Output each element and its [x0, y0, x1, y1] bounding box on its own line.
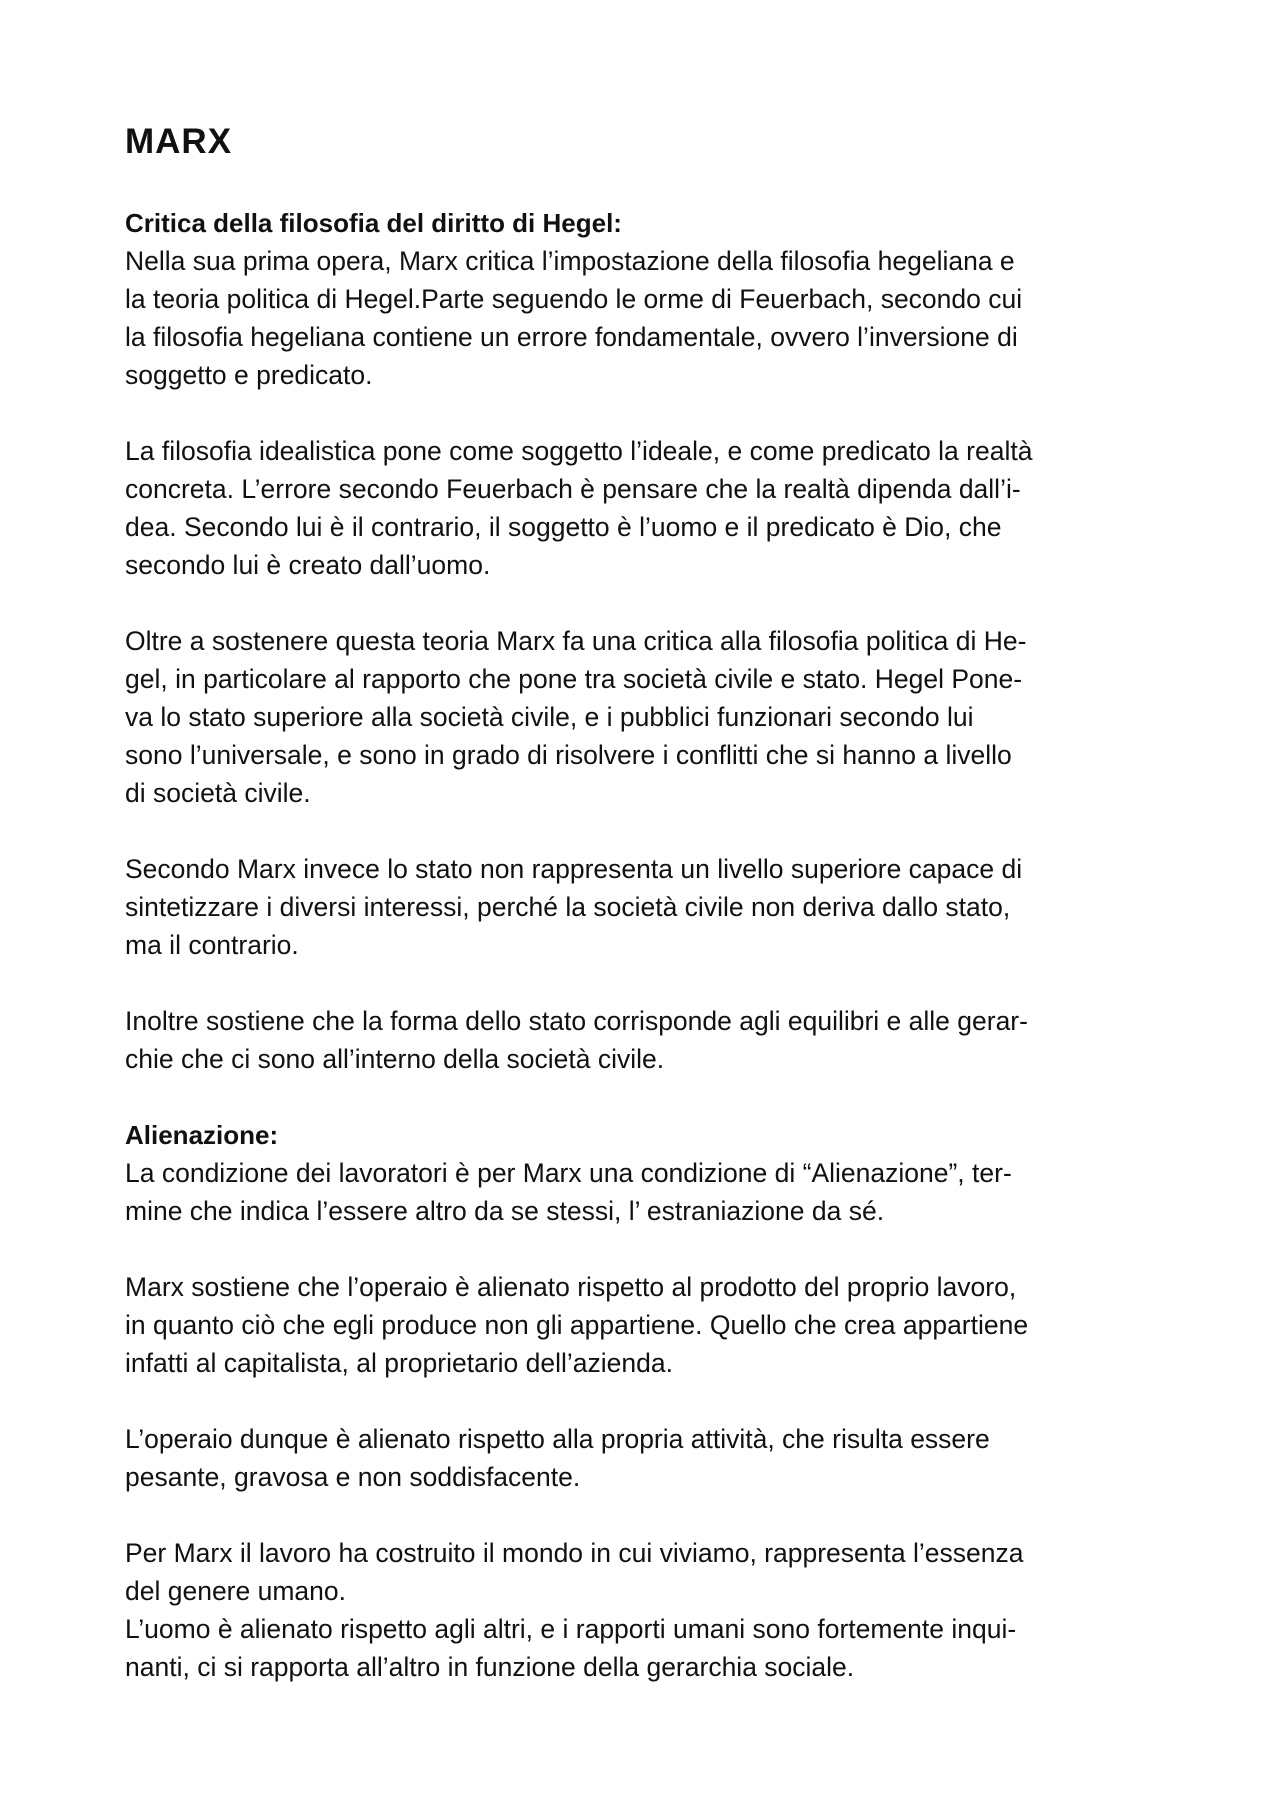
section-critica: [125, 204, 1185, 1078]
text-line: chie che ci sono all’interno della società civile.: [125, 1044, 665, 1074]
text-line: la teoria politica di Hegel.Parte seguendo le orme di Feuerbach, secondo cui: [125, 284, 1023, 314]
text-line: di società civile.: [125, 778, 311, 808]
text-line: concreta. L’errore secondo Feuerbach è pensare che la realtà dipenda dall’i-: [125, 474, 1021, 504]
paragraph: [125, 1420, 1185, 1496]
paragraph: [125, 1534, 1185, 1610]
text-line: gel, in particolare al rapporto che pone tra società civile e stato. Hegel Pone-: [125, 664, 1023, 694]
document-page: [125, 118, 1185, 1724]
text-line: La filosofia idealistica pone come soggetto l’ideale, e come predicato la realtà: [125, 436, 1033, 466]
text-line: Oltre a sostenere questa teoria Marx fa una critica alla filosofia politica di He-: [125, 626, 1027, 656]
text-line: ma il contrario.: [125, 930, 299, 960]
text-line: va lo stato superiore alla società civile, e i pubblici funzionari secondo lui: [125, 702, 974, 732]
paragraph: [125, 1154, 1185, 1230]
text-line: infatti al capitalista, al proprietario dell’azienda.: [125, 1348, 673, 1378]
text-line: dea. Secondo lui è il contrario, il soggetto è l’uomo e il predicato è Dio, che: [125, 512, 1002, 542]
text-line: pesante, gravosa e non soddisfacente.: [125, 1462, 581, 1492]
text-line: sono l’universale, e sono in grado di risolvere i conflitti che si hanno a livello: [125, 740, 1012, 770]
paragraph: [125, 242, 1185, 394]
section-alienazione: [125, 1116, 1185, 1686]
paragraph: [125, 850, 1185, 964]
text-line: nanti, ci si rapporta all’altro in funzione della gerarchia sociale.: [125, 1652, 855, 1682]
text-line: La condizione dei lavoratori è per Marx una condizione di “Alienazione”, ter-: [125, 1158, 1012, 1188]
paragraph: [125, 1002, 1185, 1078]
text-line: sintetizzare i diversi interessi, perché la società civile non deriva dallo stato,: [125, 892, 1011, 922]
text-line: la filosofia hegeliana contiene un errore fondamentale, ovvero l’inversione di: [125, 322, 1018, 352]
section-heading: Critica della filosofia del diritto di Hegel:: [125, 208, 622, 238]
section-heading: Alienazione:: [125, 1120, 279, 1150]
page-title: MARX: [125, 122, 233, 161]
text-line: Secondo Marx invece lo stato non rappresenta un livello superiore capace di: [125, 854, 1023, 884]
text-line: del genere umano.: [125, 1576, 346, 1606]
text-line: soggetto e predicato.: [125, 360, 373, 390]
text-line: Per Marx il lavoro ha costruito il mondo in cui viviamo, rappresenta l’essenza: [125, 1538, 1024, 1568]
paragraph: [125, 622, 1185, 812]
text-line: L’operaio dunque è alienato rispetto alla propria attività, che risulta essere: [125, 1424, 990, 1454]
text-line: Marx sostiene che l’operaio è alienato rispetto al prodotto del proprio lavoro,: [125, 1272, 1017, 1302]
text-line: secondo lui è creato dall’uomo.: [125, 550, 491, 580]
text-line: L’uomo è alienato rispetto agli altri, e i rapporti umani sono fortemente inqui-: [125, 1614, 1017, 1644]
text-line: Inoltre sostiene che la forma dello stato corrisponde agli equilibri e alle gerar-: [125, 1006, 1028, 1036]
text-line: in quanto ciò che egli produce non gli appartiene. Quello che crea appartiene: [125, 1310, 1029, 1340]
text-line: mine che indica l’essere altro da se stessi, l’ estraniazione da sé.: [125, 1196, 885, 1226]
paragraph: [125, 1268, 1185, 1382]
paragraph: [125, 432, 1185, 584]
text-line: Nella sua prima opera, Marx critica l’impostazione della filosofia hegeliana e: [125, 246, 1015, 276]
paragraph: [125, 1610, 1185, 1686]
